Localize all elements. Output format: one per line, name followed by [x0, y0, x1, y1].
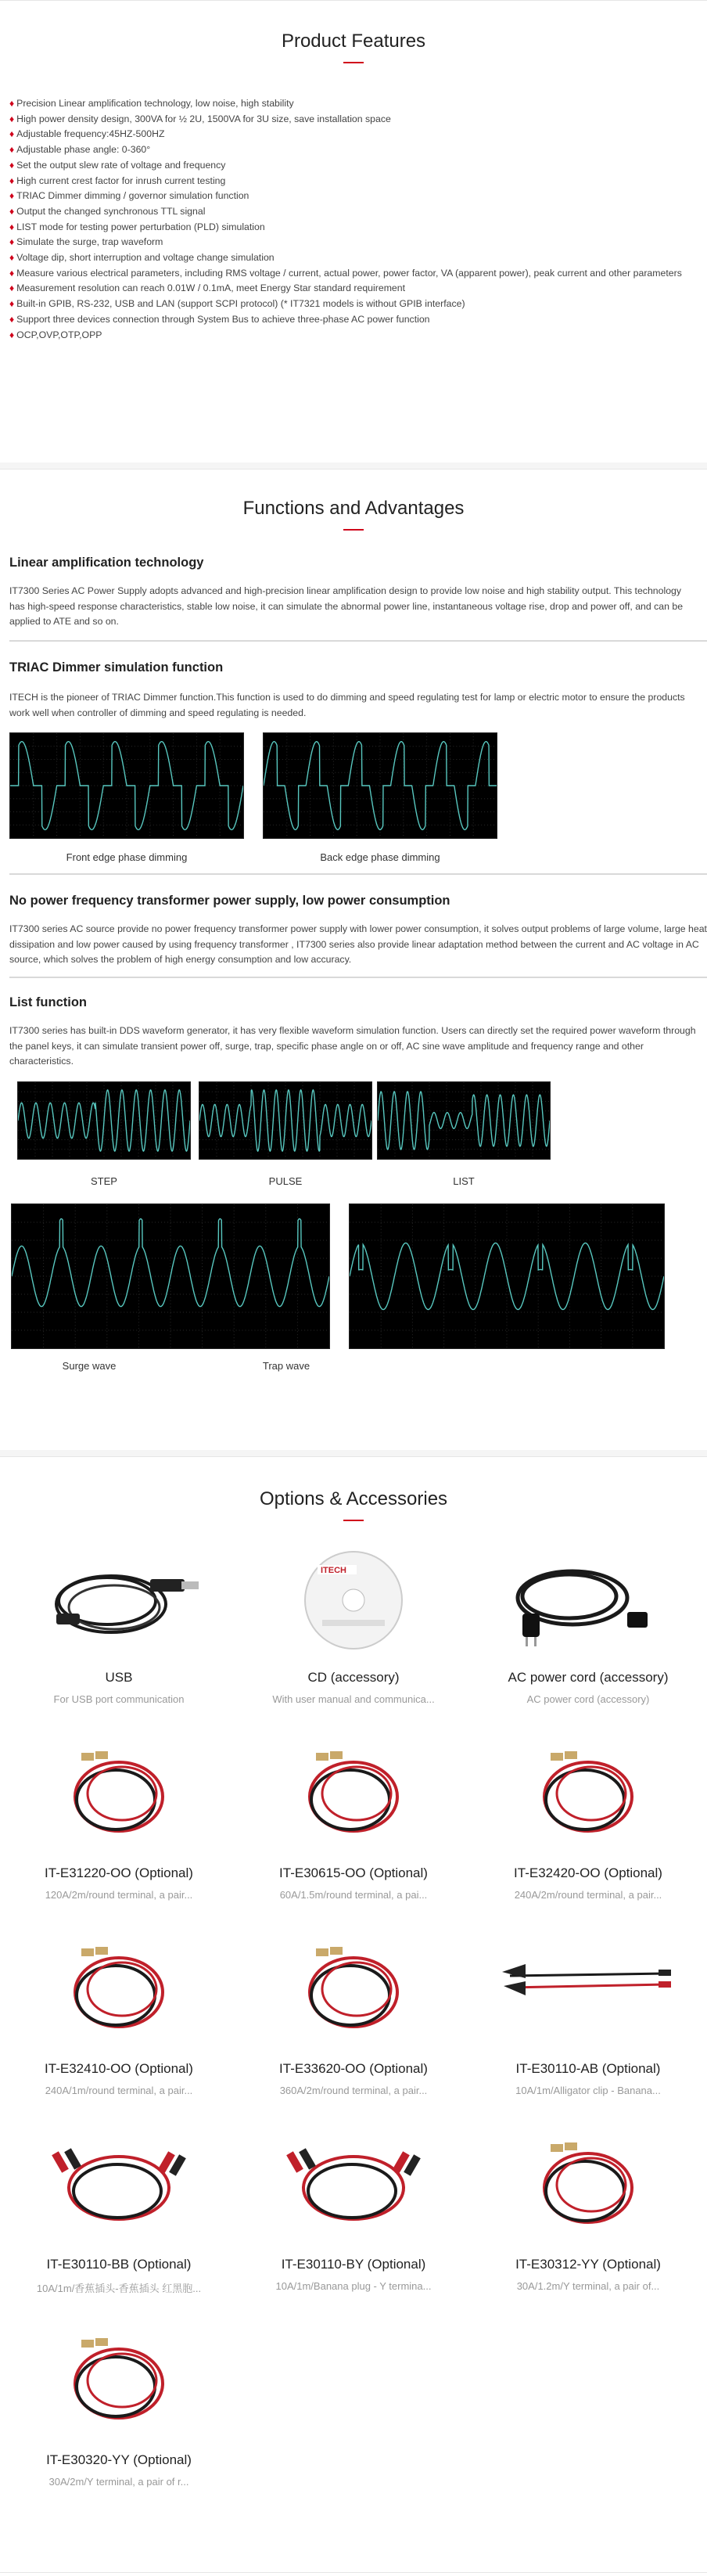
feature-item	[9, 158, 698, 174]
feature-item	[9, 297, 698, 312]
cd-icon[interactable]	[236, 1542, 471, 1659]
accessory-description: 10A/1m/Banana plug - Y termina...	[275, 2280, 432, 2292]
banana-plug-cable-icon[interactable]	[2, 2128, 236, 2246]
feature-item	[9, 250, 698, 266]
accessory-description: 240A/1m/round terminal, a pair...	[45, 2085, 193, 2096]
step-scope-image	[17, 1081, 191, 1160]
diamond-bullet-icon: ♦	[9, 144, 15, 156]
accessory-name[interactable]: IT-E30110-AB (Optional)	[515, 2061, 661, 2076]
diamond-bullet-icon: ♦	[9, 298, 15, 310]
accessory-description: 240A/2m/round terminal, a pair...	[514, 1889, 662, 1901]
diamond-bullet-icon: ♦	[9, 205, 15, 217]
feature-item	[9, 189, 698, 204]
back-edge-scope-image	[263, 732, 497, 839]
terminal-cable-icon[interactable]	[471, 1737, 705, 1855]
diamond-bullet-icon: ♦	[9, 221, 15, 232]
options-section	[0, 1457, 707, 2572]
feature-item	[9, 204, 698, 220]
diamond-bullet-icon: ♦	[9, 128, 15, 140]
title-underline	[343, 1520, 364, 1521]
alligator-clip-cable-icon[interactable]	[471, 1933, 705, 2050]
feature-text: High current crest factor for inrush current testing	[16, 174, 226, 186]
accessory-card[interactable]	[471, 1542, 705, 1705]
step-caption: STEP	[91, 1175, 117, 1187]
feature-text: Set the output slew rate of voltage and frequency	[16, 159, 226, 171]
terminal-cable-icon[interactable]	[236, 1737, 471, 1855]
feature-item	[9, 174, 698, 189]
options-title: Options & Accessories	[259, 1488, 448, 1509]
functions-section	[0, 470, 707, 1450]
diamond-bullet-icon: ♦	[9, 313, 15, 325]
accessory-card[interactable]	[236, 1737, 471, 1901]
accessory-card[interactable]	[236, 1933, 471, 2096]
accessory-name[interactable]: IT-E32410-OO (Optional)	[45, 2061, 193, 2076]
feature-item	[9, 127, 698, 142]
divider	[9, 640, 707, 642]
diamond-bullet-icon: ♦	[9, 98, 15, 109]
accessory-description: AC power cord (accessory)	[526, 1693, 650, 1705]
accessory-card[interactable]	[471, 2128, 705, 2292]
feature-item	[9, 328, 698, 344]
accessory-description: For USB port communication	[53, 1693, 185, 1705]
front-edge-scope-image	[9, 732, 244, 839]
terminal-cable-icon[interactable]	[2, 2324, 236, 2441]
bottom-divider	[0, 2572, 707, 2573]
feature-text: Measurement resolution can reach 0.01W / 0.1mA, meet Energy Star standard requirement	[16, 282, 406, 294]
feature-item	[9, 312, 698, 328]
triac-text: ITECH is the pioneer of TRIAC Dimmer function.This function is used to do dimming and speed regulating test for lamp or electric motor to ensure the products work well when controller of dimming and speed regulating is needed.	[9, 692, 685, 718]
accessory-card[interactable]	[2, 2128, 236, 2295]
accessory-description: 30A/1.2m/Y terminal, a pair of...	[516, 2280, 660, 2292]
back-edge-caption: Back edge phase dimming	[320, 851, 440, 863]
accessory-card[interactable]	[236, 2128, 471, 2292]
diamond-bullet-icon: ♦	[9, 159, 15, 171]
feature-item	[9, 281, 698, 297]
terminal-cable-icon[interactable]	[2, 1737, 236, 1855]
trap-scope-image	[349, 1203, 665, 1349]
transformer-text: IT7300 series AC source provide no power frequency transformer power supply with lower power consumption, it solves output problems of large volume, large heat dissipation and low power caused by using frequency transformer , IT7300 series also provide linear adaptation method between the current and AC voltage in AC source, which solves the problem of high energy consumption and low accuracy.	[9, 923, 707, 965]
accessory-card[interactable]	[2, 2324, 236, 2488]
diamond-bullet-icon: ♦	[9, 329, 15, 340]
feature-text: Built-in GPIB, RS-232, USB and LAN (support SCPI protocol) (* IT7321 models is without GPIB interface)	[16, 298, 465, 310]
accessory-name[interactable]: IT-E31220-OO (Optional)	[45, 1865, 193, 1880]
accessory-name[interactable]: IT-E30110-BY (Optional)	[281, 2257, 426, 2272]
accessory-name[interactable]: IT-E33620-OO (Optional)	[279, 2061, 428, 2076]
feature-text: TRIAC Dimmer dimming / governor simulation function	[16, 190, 249, 202]
transformer-heading: No power frequency transformer power supply, low power consumption	[9, 894, 450, 908]
feature-text: Simulate the surge, trap waveform	[16, 236, 163, 248]
accessory-card[interactable]	[471, 1933, 705, 2096]
diamond-bullet-icon: ♦	[9, 174, 15, 186]
accessory-card[interactable]	[2, 1737, 236, 1901]
accessory-card[interactable]	[2, 1933, 236, 2096]
product-features-section	[0, 1, 707, 462]
feature-text: Adjustable phase angle: 0-360°	[16, 144, 151, 156]
list-heading: List function	[9, 995, 87, 1009]
terminal-cable-icon[interactable]	[236, 1933, 471, 2050]
divider	[9, 977, 707, 978]
section-band	[0, 1450, 707, 1456]
front-edge-caption: Front edge phase dimming	[66, 851, 188, 863]
accessory-description: 120A/2m/round terminal, a pair...	[45, 1889, 193, 1901]
feature-item	[9, 142, 698, 158]
surge-caption: Surge wave	[62, 1360, 117, 1372]
feature-item	[9, 96, 698, 112]
feature-text: Measure various electrical parameters, including RMS voltage / current, actual power, power factor, VA (apparent power), peak current and other parameters	[16, 267, 682, 279]
feature-item	[9, 112, 698, 128]
pulse-scope-image	[199, 1081, 372, 1160]
accessory-description: 10A/1m/Alligator clip - Banana...	[515, 2085, 661, 2096]
feature-text: Output the changed synchronous TTL signal	[16, 205, 206, 217]
feature-text: OCP,OVP,OTP,OPP	[16, 329, 102, 340]
surge-scope-image	[11, 1203, 330, 1349]
usb-cable-icon[interactable]	[2, 1542, 236, 1659]
accessory-name[interactable]: AC power cord (accessory)	[508, 1670, 669, 1685]
feature-item	[9, 220, 698, 236]
linear-heading: Linear amplification technology	[9, 556, 204, 570]
feature-text: Voltage dip, short interruption and voltage change simulation	[16, 252, 275, 264]
triac-heading: TRIAC Dimmer simulation function	[9, 660, 224, 675]
list-text: IT7300 series has built-in DDS waveform generator, it has very flexible waveform simulation function. Users can directly set the required power waveform through the panel keys, it can simulate transient power off, surge, trap, specific phase angle on or off, AC sine wave amplitude and frequency range and other characteristics.	[9, 1025, 696, 1067]
diamond-bullet-icon: ♦	[9, 190, 15, 202]
accessory-name[interactable]: CD (accessory)	[307, 1670, 400, 1685]
banana-plug-cable-icon[interactable]	[236, 2128, 471, 2246]
section-band	[0, 462, 707, 469]
feature-list	[0, 96, 707, 343]
diamond-bullet-icon: ♦	[9, 113, 15, 124]
power-cord-icon[interactable]	[471, 1542, 705, 1659]
feature-text: High power density design, 300VA for ½ 2U, 1500VA for 3U size, save installation space	[16, 113, 391, 124]
trap-caption: Trap wave	[262, 1360, 310, 1372]
diamond-bullet-icon: ♦	[9, 267, 15, 279]
feature-item	[9, 266, 698, 282]
accessory-description: 360A/2m/round terminal, a pair...	[279, 2085, 428, 2096]
svg-text:ITECH: ITECH	[321, 1566, 346, 1575]
accessory-description: With user manual and communica...	[272, 1693, 435, 1705]
accessory-name[interactable]: IT-E30312-YY (Optional)	[515, 2257, 661, 2272]
accessory-description: 10A/1m/香蕉插头-香蕉插头 红黑胞...	[36, 2283, 202, 2294]
feature-item	[9, 235, 698, 250]
accessory-name[interactable]: IT-E30615-OO (Optional)	[279, 1865, 428, 1880]
accessory-description: 60A/1.5m/round terminal, a pai...	[279, 1889, 428, 1901]
terminal-cable-icon[interactable]	[2, 1933, 236, 2050]
accessory-name[interactable]: USB	[105, 1670, 133, 1685]
product-features-title: Product Features	[281, 31, 426, 52]
functions-title: Functions and Advantages	[242, 498, 465, 519]
diamond-bullet-icon: ♦	[9, 252, 15, 264]
pulse-caption: PULSE	[268, 1175, 303, 1187]
accessory-description: 30A/2m/Y terminal, a pair of r...	[48, 2476, 189, 2488]
feature-text: Precision Linear amplification technology, low noise, high stability	[16, 98, 294, 109]
list-scope-image	[377, 1081, 551, 1160]
feature-text: Adjustable frequency:45HZ-500HZ	[16, 128, 165, 140]
diamond-bullet-icon: ♦	[9, 282, 15, 294]
title-underline	[343, 62, 364, 63]
accessory-card[interactable]	[236, 1542, 471, 1705]
accessory-name[interactable]: IT-E32420-OO (Optional)	[514, 1865, 662, 1880]
divider	[9, 873, 707, 875]
accessory-card[interactable]	[2, 1542, 236, 1705]
terminal-cable-icon[interactable]	[471, 2128, 705, 2246]
accessory-name[interactable]: IT-E30320-YY (Optional)	[46, 2452, 192, 2467]
accessory-card[interactable]	[471, 1737, 705, 1901]
diamond-bullet-icon: ♦	[9, 236, 15, 248]
title-underline	[343, 529, 364, 531]
list-caption: LIST	[453, 1175, 475, 1187]
linear-text: IT7300 Series AC Power Supply adopts advanced and high-precision linear amplification design to provide low noise and high stability output. This technology has high-speed response characteristics, stable low noise, it can simulate the abnormal power line, instantaneous voltage rise, drop and power off, and can be applied to ATE and so on.	[9, 585, 684, 627]
feature-text: Support three devices connection through System Bus to achieve three-phase AC power function	[16, 313, 430, 325]
accessory-name[interactable]: IT-E30110-BB (Optional)	[46, 2257, 192, 2272]
feature-text: LIST mode for testing power perturbation (PLD) simulation	[16, 221, 265, 232]
